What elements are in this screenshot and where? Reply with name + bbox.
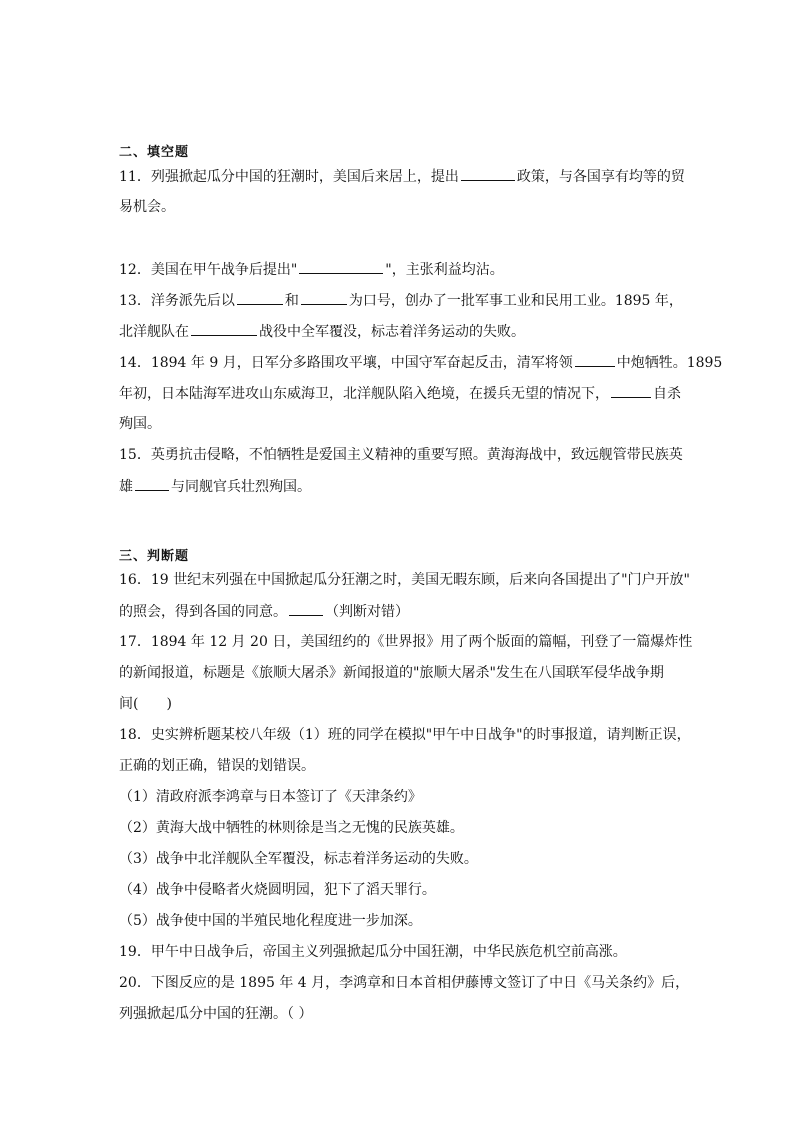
question-15-text-a: 雄 [119, 479, 133, 495]
question-13-text-a: 13．洋务派先后以 [119, 293, 235, 309]
question-14-line-2 [119, 383, 689, 404]
question-13-text-d: 北洋舰队在 [119, 324, 189, 340]
question-15-text-b: 与同舰官兵壮烈殉国。 [171, 479, 311, 495]
question-13-text-e: 战役中全军覆没，标志着洋务运动的失败。 [259, 324, 525, 340]
question-13-text-b: 和 [284, 293, 299, 309]
question-16-line-1: 16．19 世纪末列强在中国掀起瓜分狂潮之时，美国无暇东顾，后来向各国提出了"门户开放" [119, 572, 690, 588]
question-11-text-a: 11．列强掀起瓜分中国的狂潮时，美国后来居上，提出 [119, 169, 459, 185]
question-12-text-a: 12．美国在甲午战争后提出" [119, 262, 298, 278]
answer-blank-13a[interactable] [237, 290, 283, 305]
question-14-text-a: 14．1894 年 9 月，日军分多路围攻平壤，中国守军奋起反击，清军将领 [119, 355, 573, 371]
question-11-line-1 [119, 166, 689, 187]
question-14-text-c: 年初，日本陆海军进攻山东威海卫，北洋舰队陷入绝境，在援兵无望的情况下， [119, 386, 609, 402]
question-14-text-b: 中炮牺牲。1895 [616, 355, 723, 371]
question-12-line-1 [119, 259, 689, 280]
question-18-item-5: （5）战争使中国的半殖民地化程度进一步加深。 [119, 913, 422, 929]
answer-blank-13b[interactable] [301, 290, 347, 305]
question-14-line-1 [119, 352, 723, 373]
question-18-item-4: （4）战争中侵略者火烧圆明园，犯下了滔天罪行。 [119, 882, 436, 898]
section-title-fill-blank: 二、填空题 [119, 145, 190, 160]
question-20-line-1: 20．下图反应的是 1895 年 4 月，李鸿章和日本首相伊藤博文签订了中日《马关条约》后， [119, 975, 690, 991]
answer-blank-13c[interactable] [191, 321, 257, 336]
answer-blank-11[interactable] [461, 166, 515, 181]
question-20-line-2: 列强掀起瓜分中国的狂潮。（ ） [119, 1006, 313, 1022]
question-13-line-1 [119, 290, 689, 311]
question-17-line-3: 间( ) [119, 696, 172, 712]
question-18-line-2: 正确的划正确，错误的划错误。 [119, 758, 315, 774]
question-16-text-a: 的照会，得到各国的同意。 [119, 604, 287, 620]
question-18-item-1: （1）清政府派李鸿章与日本签订了《天津条约》 [119, 789, 422, 805]
answer-blank-16[interactable] [289, 601, 323, 616]
question-16-text-b: （判断对错） [325, 604, 409, 620]
question-18-item-2: （2）黄海大战中牺牲的林则徐是当之无愧的民族英雄。 [119, 820, 464, 836]
question-14-line-3: 殉国。 [119, 416, 161, 432]
question-11-line-2: 易机会。 [119, 199, 175, 215]
question-19-line-1: 19．甲午中日战争后，帝国主义列强掀起瓜分中国狂潮，中华民族危机空前高涨。 [119, 944, 627, 960]
question-13-line-2 [119, 321, 689, 342]
question-14-text-d: 自杀 [653, 386, 681, 402]
question-13-text-c: 为口号，创办了一批军事工业和民用工业。1895 年， [348, 293, 683, 309]
question-18-line-1: 18．史实辨析题某校八年级（1）班的同学在模拟"甲午中日战争"的时事报道，请判断正误， [119, 727, 691, 743]
question-17-line-1: 17．1894 年 12 月 20 日，美国纽约的《世界报》用了两个版面的篇幅，刊登了一篇爆炸性 [119, 634, 693, 650]
answer-blank-12[interactable] [299, 259, 383, 274]
question-16-line-2 [119, 601, 689, 622]
answer-blank-14a[interactable] [575, 352, 615, 367]
question-18-item-3: （3）战争中北洋舰队全军覆没，标志着洋务运动的失败。 [119, 851, 478, 867]
section-title-true-false: 三、判断题 [119, 549, 190, 564]
question-15-line-1: 15．英勇抗击侵略，不怕牺牲是爱国主义精神的重要写照。黄海海战中，致远舰管带民族英 [119, 447, 683, 463]
question-17-line-2: 的新闻报道，标题是《旅顺大屠杀》新闻报道的"旅顺大屠杀"发生在八国联军侵华战争期 [119, 665, 664, 681]
question-12-text-b: "，主张利益均沾。 [385, 262, 504, 278]
question-15-line-2 [119, 476, 689, 497]
answer-blank-15[interactable] [135, 476, 169, 491]
question-11-text-b: 政策，与各国享有均等的贸 [516, 169, 685, 185]
answer-blank-14b[interactable] [611, 383, 651, 398]
